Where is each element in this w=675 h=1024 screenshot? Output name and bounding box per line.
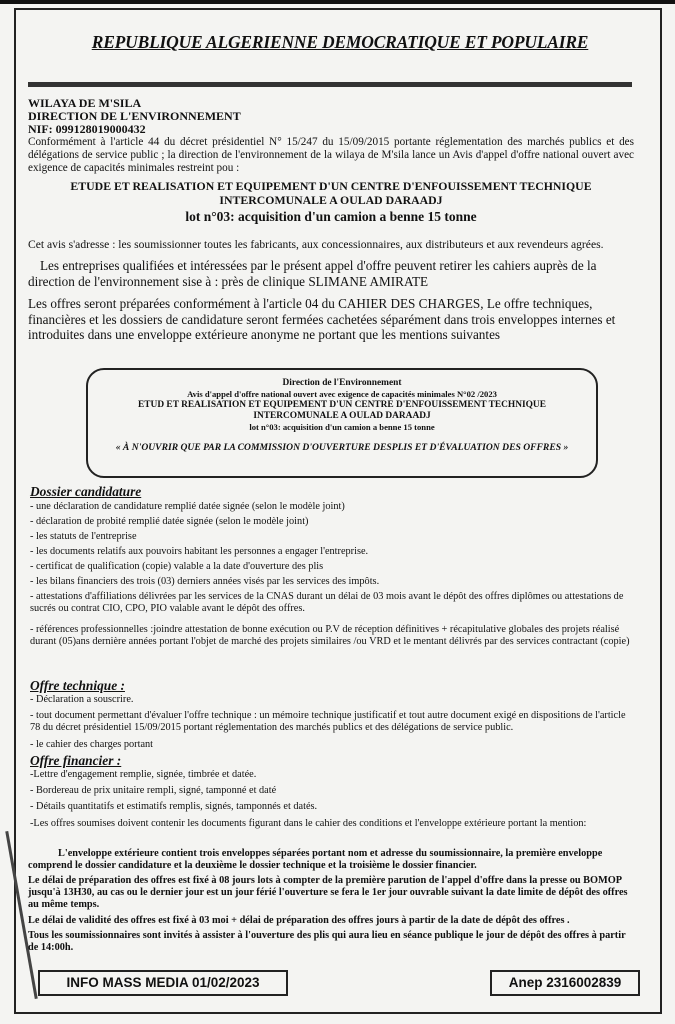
dossier-item: - certificat de qualification (copie) valable a la date d'ouverture des plis: [30, 561, 324, 572]
media-footer: INFO MASS MEDIA 01/02/2023: [38, 970, 288, 996]
dossier-item: - une déclaration de candidature remplié datée signée (selon le modèle joint): [30, 501, 345, 512]
envelope-line3: ETUD ET REALISATION ET EQUIPEMENT D'UN CENTRE D'ENFOUISSEMENT TECHNIQUE: [138, 400, 546, 410]
technique-heading: Offre technique :: [30, 678, 125, 693]
offers-paragraph: Les offres seront préparées conformément à l'article 04 du CAHIER DES CHARGES, Le offre techniques, financières et les dossiers de candidature seront fermées cachetées séparément dans trois enveloppes internes et introduites dans une enveloppe extérieure anonyme ne portant que les mentions suivantes: [28, 296, 616, 342]
title-separator: [28, 82, 632, 87]
envelope-line5: lot n°03: acquisition d'un camion a benne 15 tonne: [249, 422, 435, 432]
closing-delay: Le délai de préparation des offres est fixé à 08 jours lots à compter de la première parution de l'appel d'offre dans la presse ou BOMOP jusqu'à 13H30, au cas ou le dernier jour est un jour férié l'ouverture se fera le 1er jour ouvrable suivant la date limite de dépôt des offres au même temps.: [28, 875, 628, 910]
dossier-item: - attestations d'affiliations délivrées par les services de la CNAS durant un délai de 03 mois avant le dépôt des offres diplômes ou attestations de sucrés ou contrat CIO, CPO, PIO valable avant le dépôt des offres.: [30, 591, 624, 614]
direction-label: DIRECTION DE L'ENVIRONNEMENT: [28, 109, 241, 123]
top-border: [0, 0, 675, 4]
closing-validity: Le délai de validité des offres est fixé à 03 moi + délai de préparation des offres jours à partir de la date de dépôt des offres .: [28, 915, 570, 926]
financier-item: -Les offres soumises doivent contenir les documents figurant dans le cahier des conditions et l'enveloppe extérieure portant la mention:: [30, 818, 587, 829]
withdraw-paragraph: Les entreprises qualifiées et intéressées par le présent appel d'offre peuvent retirer les cahiers auprès de la direction de l'environnement sise à : près de clinique SLIMANE AMIRATE: [28, 258, 597, 289]
dossier-item: - les documents relatifs aux pouvoirs habitant les personnes a engager l'entreprise.: [30, 546, 369, 557]
financier-heading: Offre financier :: [30, 753, 122, 768]
envelope-line2: Avis d'appel d'offre national ouvert avec exigence de capacités minimales N°02 /2023: [187, 389, 497, 399]
financier-item: -Lettre d'engagement remplie, signée, timbrée et datée.: [30, 769, 257, 780]
closing-envelope: L'enveloppe extérieure contient trois enveloppes séparées portant nom et adresse du soumissionnaire, la première enveloppe comprend le dossier candidature et la deuxième le dossier technique et la troisième le dossier financier.: [28, 848, 603, 871]
document-title: REPUBLIQUE ALGERIENNE DEMOCRATIQUE ET POPULAIRE: [91, 32, 589, 52]
anep-footer: Anep 2316002839: [490, 970, 640, 996]
dossier-item: - déclaration de probité remplié datée signée (selon le modèle joint): [30, 516, 309, 527]
dossier-item: - les bilans financiers des trois (03) derniers années visés par les services des impôts.: [30, 576, 380, 587]
envelope-line1: Direction de l'Environnement: [282, 378, 402, 388]
dossier-item: - références professionnelles :joindre attestation de bonne exécution ou P.V de réception définitives + récapitulative globales des projets réalisé durant (05)ans dernière années portant l'objet de marché des projets similaires /ou VRD et le mentant délivrés par des services contractant (copie): [30, 624, 630, 647]
project-title-line2: INTERCOMUNALE A OULAD DARAADJ: [219, 193, 443, 207]
financier-item: - Détails quantitatifs et estimatifs remplis, signés, tamponnés et datés.: [30, 801, 318, 812]
project-title-line1: ETUDE ET REALISATION ET EQUIPEMENT D'UN CENTRE D'ENFOUISSEMENT TECHNIQUE: [70, 179, 592, 193]
addressed-paragraph: Cet avis s'adresse : les soumissionner toutes les fabricants, aux concessionnaires, aux distributeurs et aux revendeurs agrées.: [28, 238, 604, 251]
closing-invite: Tous les soumissionnaires sont invités à assister à l'ouverture des plis qui aura lieu en séance publique le jour de dépôt des offres à partir de 14:00h.: [28, 930, 626, 953]
envelope-line4: INTERCOMUNALE A OULAD DARAADJ: [253, 411, 431, 421]
wilaya-label: WILAYA DE M'SILA: [28, 96, 142, 110]
envelope-line6: « À N'OUVRIR QUE PAR LA COMMISSION D'OUVERTURE DESPLIS ET D'ÉVALUATION DES OFFRES »: [115, 442, 569, 453]
dossier-heading: Dossier candidature: [30, 484, 142, 499]
dossier-item: - les statuts de l'entreprise: [30, 531, 137, 542]
technique-item: - tout document permettant d'évaluer l'offre technique : un mémoire technique justificatif et tout autre document exigé en dispositions de l'article 78 du décret présidentiel 15/09/2015 portant réglementation des marchés publics et des délégations de service public.: [30, 710, 626, 733]
technique-item: - Déclaration a souscrire.: [30, 694, 134, 705]
technique-item: - le cahier des charges portant: [30, 739, 154, 750]
intro-paragraph: Conformément à l'article 44 du décret présidentiel N° 15/247 du 15/09/2015 portante réglementation des marchés publics et des délégations de service public ; la direction de l'environnement de la wilaya de M'sila lance un Avis d'appel d'offre national ouvert avec exigence de capacités minimales restreint pou :: [28, 136, 634, 174]
financier-item: - Bordereau de prix unitaire rempli, signé, tamponné et daté: [30, 785, 277, 796]
lot-title: lot n°03: acquisition d'un camion a benne 15 tonne: [185, 209, 477, 224]
nif-label: NIF: 099128019000432: [28, 122, 146, 136]
envelope-mention-box: [86, 368, 598, 478]
